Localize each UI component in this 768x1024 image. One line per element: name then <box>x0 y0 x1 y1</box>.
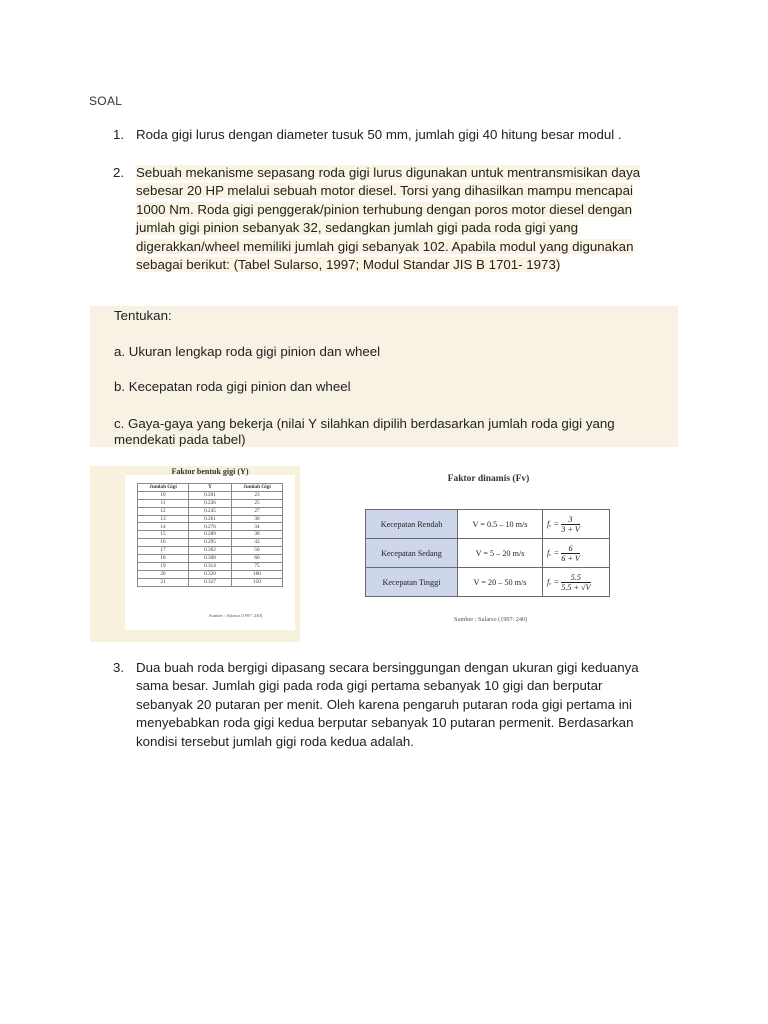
dynamic-factor-row <box>366 539 610 568</box>
table-row <box>138 578 283 586</box>
table-cell: 75 <box>232 562 283 570</box>
speed-category: Kecepatan Sedang <box>366 539 458 568</box>
table-cell: 15 <box>138 531 189 539</box>
table-cell: 0.226 <box>189 499 232 507</box>
table-cell: 13 <box>138 515 189 523</box>
task-b: b. Kecepatan roda gigi pinion dan wheel <box>114 379 351 394</box>
speed-range: V = 0.5 – 10 m/s <box>458 510 543 539</box>
table-cell: 0.320 <box>189 570 232 578</box>
form-factor-table <box>137 483 283 587</box>
table-row <box>138 491 283 499</box>
speed-range: V = 20 – 50 m/s <box>458 568 543 597</box>
table-cell: 14 <box>138 523 189 531</box>
table-cell: 23 <box>232 491 283 499</box>
table-cell: 0.261 <box>189 515 232 523</box>
formula-denominator: 5.5 + √V <box>561 582 591 592</box>
task-a: a. Ukuran lengkap roda gigi pinion dan wheel <box>114 344 381 359</box>
table-cell: 16 <box>138 539 189 547</box>
table-cell: 0.201 <box>189 491 232 499</box>
formula-denominator: 6 + V <box>561 553 580 563</box>
table-cell: 0.327 <box>189 578 232 586</box>
formula-lhs: fᵥ = <box>547 518 560 528</box>
table-cell: 0.245 <box>189 507 232 515</box>
formula-lhs: fᵥ = <box>547 576 560 586</box>
text-line: sebesar 20 HP melalui sebuah motor diesel. Torsi yang dihasilkan mampu mencapai <box>136 183 633 199</box>
dynamic-factor-image <box>361 466 616 631</box>
text-line: menyebabkan roda gigi kedua berputar sebanyak 10 putaran permenit. Berdasarkan <box>136 715 634 731</box>
task-c: c. Gaya-gaya yang bekerja (nilai Y silahkan dipilih berdasarkan jumlah roda gigi yang mendekati pada tabel) <box>114 416 615 447</box>
table-cell: 0.276 <box>189 523 232 531</box>
table-cell: 100 <box>232 570 283 578</box>
form-factor-table-image <box>125 467 295 630</box>
formula-denominator: 3 + V <box>561 524 580 534</box>
text-line: Sebuah mekanisme sepasang roda gigi lurus digunakan untuk mentransmisikan daya <box>136 165 641 180</box>
formula-fraction <box>561 573 590 592</box>
table-header: Jumlah Gigi <box>232 484 283 492</box>
table-header: Jumlah Gigi <box>138 484 189 492</box>
table-cell: 150 <box>232 578 283 586</box>
table-cell: 50 <box>232 547 283 555</box>
question-text <box>136 659 664 751</box>
speed-category: Kecepatan Tinggi <box>366 568 458 597</box>
text-line: kondisi tersebut jumlah gigi roda kedua adalah. <box>136 733 414 749</box>
table-row <box>138 570 283 578</box>
table-cell: 0.314 <box>189 562 232 570</box>
table-cell: 17 <box>138 547 189 555</box>
table-cell: 19 <box>138 562 189 570</box>
table-cell: 0.289 <box>189 531 232 539</box>
table-cell: 25 <box>232 499 283 507</box>
table-cell: 34 <box>232 523 283 531</box>
dynamic-factor-formula <box>543 510 610 539</box>
page-heading: SOAL <box>89 94 123 108</box>
text-line: sama besar. Jumlah gigi pada roda gigi pertama sebanyak 10 gigi dan berputar <box>136 678 603 694</box>
table-row <box>138 539 283 547</box>
table-cell: 20 <box>138 570 189 578</box>
text-line: 1000 Nm. Roda gigi penggerak/pinion terhubung dengan poros motor diesel dengan <box>136 201 633 217</box>
table-cell: 43 <box>232 539 283 547</box>
table-cell: 10 <box>138 491 189 499</box>
speed-range: V = 5 – 20 m/s <box>458 539 543 568</box>
form-factor-source: Sumber : Sularso (1997: 240) <box>209 613 263 618</box>
dynamic-factor-row <box>366 510 610 539</box>
text-line: digerakkan/wheel memiliki jumlah gigi sebanyak 102. Apabila modul yang digunakan <box>136 238 634 254</box>
formula-numerator: 6 <box>561 544 580 554</box>
text-line: Dua buah roda bergigi dipasang secara bersinggungan dengan ukuran gigi keduanya <box>136 660 639 675</box>
form-factor-title: Faktor bentuk gigi (Y) <box>171 467 249 476</box>
table-cell: 12 <box>138 507 189 515</box>
table-row <box>138 515 283 523</box>
question-number: 2. <box>113 165 125 180</box>
dynamic-factor-title: Faktor dinamis (Fv) <box>447 474 530 484</box>
table-row <box>138 523 283 531</box>
question-number: 1. <box>113 127 125 142</box>
table-row <box>138 547 283 555</box>
table-cell: 0.295 <box>189 539 232 547</box>
text-line: sebagai berikut: (Tabel Sularso, 1997; Modul Standar JIS B 1701- 1973) <box>136 257 561 273</box>
formula-numerator: 3 <box>561 515 580 525</box>
dynamic-factor-formula <box>543 568 610 597</box>
table-row <box>138 531 283 539</box>
dynamic-factor-formula <box>543 539 610 568</box>
formula-lhs: fᵥ = <box>547 547 560 557</box>
table-cell: 60 <box>232 555 283 563</box>
table-cell: 11 <box>138 499 189 507</box>
formula-fraction <box>561 544 580 563</box>
table-cell: 38 <box>232 531 283 539</box>
table-cell: 30 <box>232 515 283 523</box>
table-cell: 0.308 <box>189 555 232 563</box>
table-row <box>138 499 283 507</box>
dynamic-factor-source: Sumber : Sularso (1997: 240) <box>454 616 528 623</box>
table-cell: 27 <box>232 507 283 515</box>
dynamic-factor-table <box>365 509 610 597</box>
table-row <box>138 507 283 515</box>
dynamic-factor-row <box>366 568 610 597</box>
tasks-intro: Tentukan: <box>114 308 172 323</box>
speed-category: Kecepatan Rendah <box>366 510 458 539</box>
table-cell: 18 <box>138 555 189 563</box>
formula-fraction <box>561 515 580 534</box>
table-header: Y <box>189 484 232 492</box>
table-row <box>138 562 283 570</box>
table-cell: 0.302 <box>189 547 232 555</box>
question-number: 3. <box>113 660 125 675</box>
table-row <box>138 555 283 563</box>
formula-numerator: 5.5 <box>561 573 590 583</box>
text-line: jumlah gigi pinion sebanyak 32, sedangkan jumlah gigi pada roda gigi yang <box>136 220 579 236</box>
table-cell: 21 <box>138 578 189 586</box>
question-text <box>136 164 664 274</box>
text-line: sebanyak 20 putaran per menit. Oleh karena pengaruh putaran roda gigi pertama ini <box>136 696 632 712</box>
question-text: Roda gigi lurus dengan diameter tusuk 50 mm, jumlah gigi 40 hitung besar modul . <box>136 127 622 142</box>
